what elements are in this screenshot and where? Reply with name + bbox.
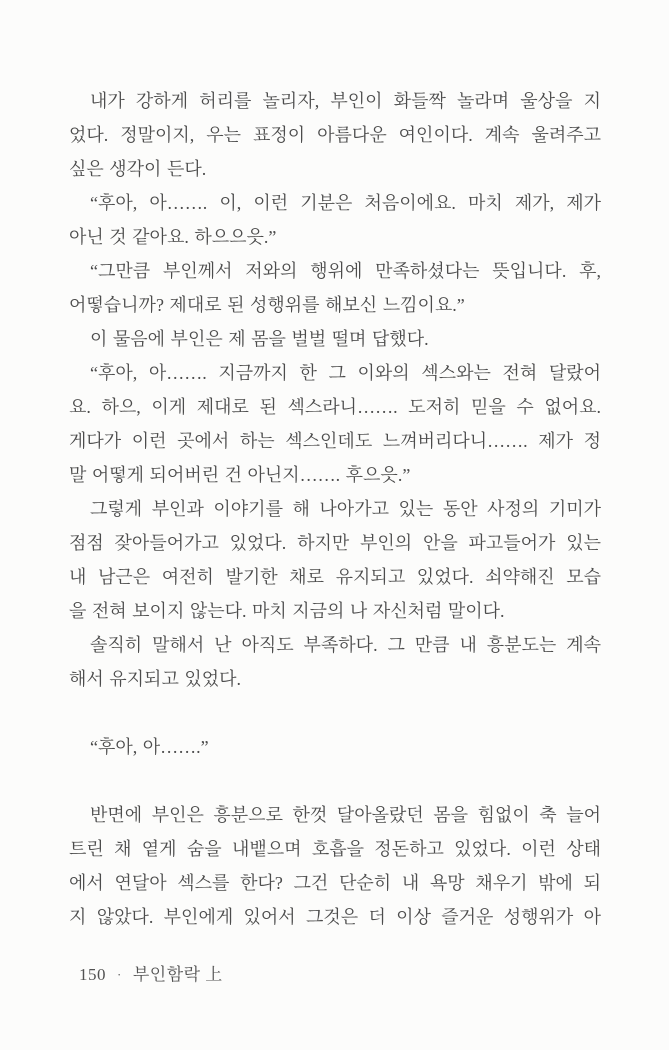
text-line: 에서 연달아 섹스를 한다? 그건 단순히 내 욕망 채우기 밖에 되 (69, 873, 601, 893)
text-line: 트린 채 옅게 숨을 내뱉으며 호흡을 정돈하고 있었다. 이런 상태 (69, 839, 601, 859)
text-line: 말 어떻게 되어버린 건 아닌지……. 후으읏.” (69, 465, 411, 485)
text-line: 내가 강하게 허리를 놀리자, 부인이 화들짝 놀라며 울상을 지 (90, 91, 601, 111)
text-line: 어떻습니까? 제대로 된 성행위를 해보신 느낌이요.” (69, 295, 465, 315)
text-line: “후아, 아……. 지금까지 한 그 이와의 섹스와는 전혀 달랐어 (90, 363, 601, 383)
page-number: 150 (79, 965, 106, 984)
text-line: 반면에 부인은 흥분으로 한껏 달아올랐던 몸을 힘없이 축 늘어 (90, 805, 601, 825)
blank-line (69, 696, 601, 730)
text-line: 을 전혀 보이지 않는다. 마치 지금의 나 자신처럼 말이다. (69, 601, 505, 621)
text-line: 싶은 생각이 든다. (69, 159, 207, 179)
page-footer (79, 963, 223, 987)
text-line: 요. 하으, 이게 제대로 된 섹스라니……. 도저히 믿을 수 없어요. (69, 397, 601, 417)
text-line: 솔직히 말해서 난 아직도 부족하다. 그 만큼 내 흥분도는 계속 (90, 635, 601, 655)
text-line: “그만큼 부인께서 저와의 행위에 만족하셨다는 뜻입니다. 후, (90, 261, 601, 281)
body-text-block (69, 84, 601, 934)
text-line: 해서 유지되고 있었다. (69, 669, 241, 689)
text-line: “후아, 아……. 이, 이런 기분은 처음이에요. 마치 제가, 제가 (90, 193, 601, 213)
text-line: 었다. 정말이지, 우는 표정이 아름다운 여인이다. 계속 울려주고 (69, 125, 601, 145)
text-line: 아닌 것 같아요. 하으으읏.” (69, 227, 277, 247)
text-line: 점점 잦아들어가고 있었다. 하지만 부인의 안을 파고들어가 있는 (69, 533, 601, 553)
text-line: “후아, 아…….” (90, 737, 209, 757)
text-line: 이 물음에 부인은 제 몸을 벌벌 떨며 답했다. (90, 329, 429, 349)
text-line: 내 남근은 여전히 발기한 채로 유지되고 있었다. 쇠약해진 모습 (69, 567, 601, 587)
text-line: 지 않았다. 부인에게 있어서 그것은 더 이상 즐거운 성행위가 아 (69, 907, 601, 927)
blank-line (69, 764, 601, 798)
book-title: 부인함락 上 (132, 965, 223, 984)
text-line: 게다가 이런 곳에서 하는 섹스인데도 느껴버리다니……. 제가 정 (69, 431, 601, 451)
text-line: 그렇게 부인과 이야기를 해 나아가고 있는 동안 사정의 기미가 (90, 499, 601, 519)
footer-separator-dot: · (117, 967, 122, 982)
